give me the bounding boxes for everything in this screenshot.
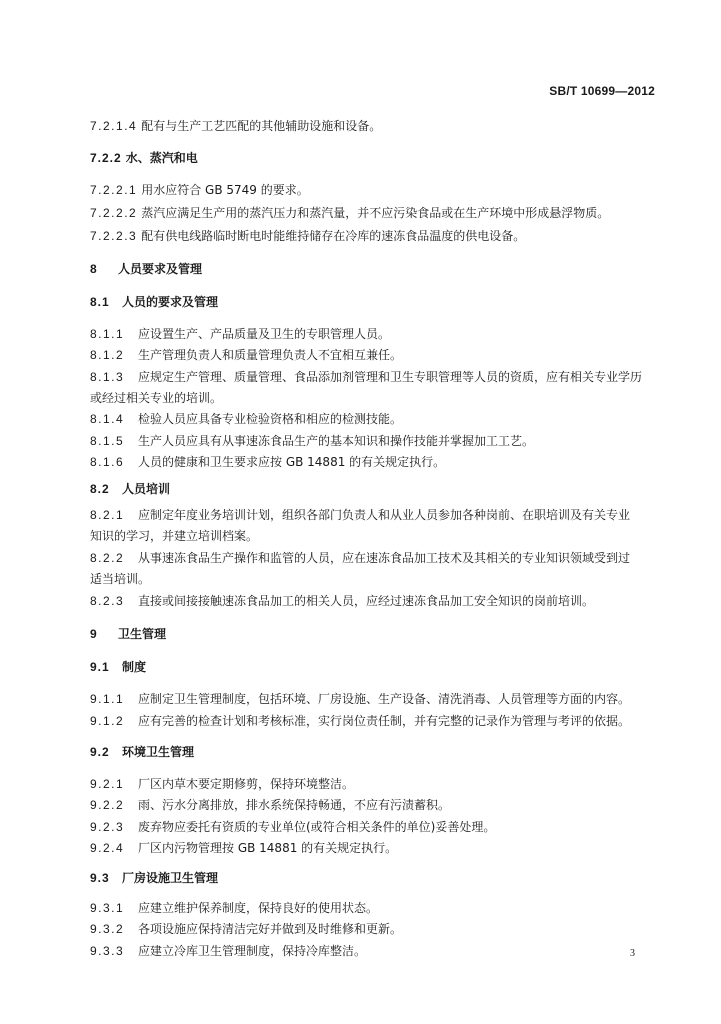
clause-text: 废弃物应委托有资质的专业单位(或符合相关条件的单位)妥善处理。 (138, 820, 496, 834)
clause-line (90, 900, 662, 916)
clause-number: 8.1.6 (90, 455, 125, 469)
clause-number: 9.1.2 (90, 714, 125, 728)
clause-text: 水、蒸汽和电 (125, 151, 198, 165)
clause-continuation (90, 571, 662, 587)
clause-text: 应规定生产管理、质量管理、食品添加剂管理和卫生专职管理等人员的资质，应有相关专业学历 (138, 370, 643, 384)
clause-text: 厂房设施卫生管理 (122, 871, 219, 885)
clause-text: 适当培训。 (90, 572, 151, 586)
clause-number: 8.1.4 (90, 412, 125, 426)
clause-line (90, 326, 662, 342)
clause-text: 从事速冻食品生产操作和监管的人员，应在速冻食品加工技术及其相关的专业知识领域受到过 (138, 551, 631, 565)
section-heading (90, 481, 662, 497)
clause-text: 检验人员应具备专业检验资格和相应的检测技能。 (138, 412, 403, 426)
clause-line (90, 454, 662, 470)
clause-line (90, 228, 662, 244)
section-heading (90, 626, 662, 642)
clause-number: 8.1.3 (90, 370, 125, 384)
clause-text: 配有与生产工艺匹配的其他辅助设施和设备。 (141, 119, 382, 133)
clause-line (90, 411, 662, 427)
clause-line (90, 713, 662, 729)
clause-text: 应建立冷库卫生管理制度，保持冷库整洁。 (138, 944, 367, 958)
clause-text: 厂区内草木要定期修剪，保持环境整洁。 (138, 777, 355, 791)
section-heading (90, 744, 662, 760)
clause-number: 8.1.2 (90, 348, 125, 362)
clause-text: 生产管理负责人和质量管理负责人不宜相互兼任。 (138, 348, 403, 362)
section-heading (90, 294, 662, 310)
clause-text: 配有供电线路临时断电时能维持储存在冷库的速冻食品温度的供电设备。 (141, 229, 526, 243)
clause-line (90, 507, 662, 523)
section-heading (90, 150, 662, 166)
standard-code: SB/T 10699—2012 (549, 84, 655, 98)
clause-number: 9.2.2 (90, 798, 125, 812)
clause-line (90, 347, 662, 363)
clause-number: 9.3.3 (90, 944, 125, 958)
clause-line (90, 776, 662, 792)
clause-number: 7.2.2.1 (90, 183, 138, 197)
clause-number: 8.2.2 (90, 551, 125, 565)
clause-line (90, 593, 662, 609)
clause-text: 知识的学习，并建立培训档案。 (90, 529, 259, 543)
clause-line (90, 921, 662, 937)
clause-text: 应有完善的检查计划和考核标准，实行岗位责任制，并有完整的记录作为管理与考评的依据。 (138, 714, 631, 728)
clause-text: 人员的健康和卫生要求应按 GB 14881 的有关规定执行。 (138, 455, 446, 469)
clause-text: 蒸汽应满足生产用的蒸汽压力和蒸汽量，并不应污染食品或在生产环境中形成悬浮物质。 (141, 206, 610, 220)
clause-number: 9.1.1 (90, 692, 125, 706)
section-heading (90, 870, 662, 886)
clause-text: 制度 (122, 660, 147, 674)
clause-text: 人员的要求及管理 (122, 295, 219, 309)
clause-text: 直接或间接接触速冻食品加工的相关人员，应经过速冻食品加工安全知识的岗前培训。 (138, 594, 595, 608)
clause-number: 8 (90, 262, 98, 276)
clause-text: 人员要求及管理 (118, 262, 203, 276)
clause-number: 7.2.2.2 (90, 206, 138, 220)
clause-text: 应建立维护保养制度，保持良好的使用状态。 (138, 901, 379, 915)
clause-text: 雨、污水分离排放，排水系统保持畅通，不应有污渍蓄积。 (138, 798, 451, 812)
clause-number: 9.2.3 (90, 820, 125, 834)
clause-line (90, 205, 662, 221)
clause-text: 厂区内污物管理按 GB 14881 的有关规定执行。 (138, 841, 398, 855)
clause-line (90, 433, 662, 449)
clause-line (90, 369, 662, 385)
clause-text: 应设置生产、产品质量及卫生的专职管理人员。 (138, 327, 391, 341)
clause-number: 8.1 (90, 295, 110, 309)
clause-text: 环境卫生管理 (122, 745, 195, 759)
clause-number: 9.3.2 (90, 922, 125, 936)
clause-number: 9.3.1 (90, 901, 125, 915)
clause-number: 9.2 (90, 745, 110, 759)
clause-continuation (90, 390, 662, 406)
clause-line (90, 943, 662, 959)
clause-number: 8.1.1 (90, 327, 125, 341)
clause-number: 9.2.4 (90, 841, 125, 855)
clause-text: 人员培训 (122, 482, 171, 496)
clause-number: 8.2.3 (90, 594, 125, 608)
clause-continuation (90, 528, 662, 544)
clause-line (90, 182, 662, 198)
clause-text: 应制定年度业务培训计划，组织各部门负责人和从业人员参加各种岗前、在职培训及有关专业 (138, 508, 631, 522)
clause-text: 应制定卫生管理制度，包括环境、厂房设施、生产设备、清洗消毒、人员管理等方面的内容。 (138, 692, 631, 706)
clause-number: 8.1.5 (90, 434, 125, 448)
clause-text: 用水应符合 GB 5749 的要求。 (141, 183, 309, 197)
section-heading (90, 261, 662, 277)
clause-line (90, 118, 662, 134)
clause-number: 7.2.2.3 (90, 229, 138, 243)
clause-line (90, 550, 662, 566)
clause-number: 8.2.1 (90, 508, 125, 522)
clause-line (90, 691, 662, 707)
clause-text: 生产人员应具有从事速冻食品生产的基本知识和操作技能并掌握加工工艺。 (138, 434, 535, 448)
clause-number: 9 (90, 627, 98, 641)
clause-number: 9.3 (90, 871, 110, 885)
clause-number: 9.2.1 (90, 777, 125, 791)
clause-number: 7.2.2 (90, 151, 122, 165)
clause-line (90, 797, 662, 813)
clause-number: 8.2 (90, 482, 110, 496)
clause-text: 各项设施应保持清洁完好并做到及时维修和更新。 (138, 922, 403, 936)
clause-line (90, 819, 662, 835)
clause-number: 7.2.1.4 (90, 119, 138, 133)
page-number: 3 (630, 948, 635, 959)
clause-line (90, 840, 662, 856)
section-heading (90, 659, 662, 675)
clause-text: 或经过相关专业的培训。 (90, 391, 223, 405)
clause-text: 卫生管理 (118, 627, 167, 641)
clause-number: 9.1 (90, 660, 110, 674)
